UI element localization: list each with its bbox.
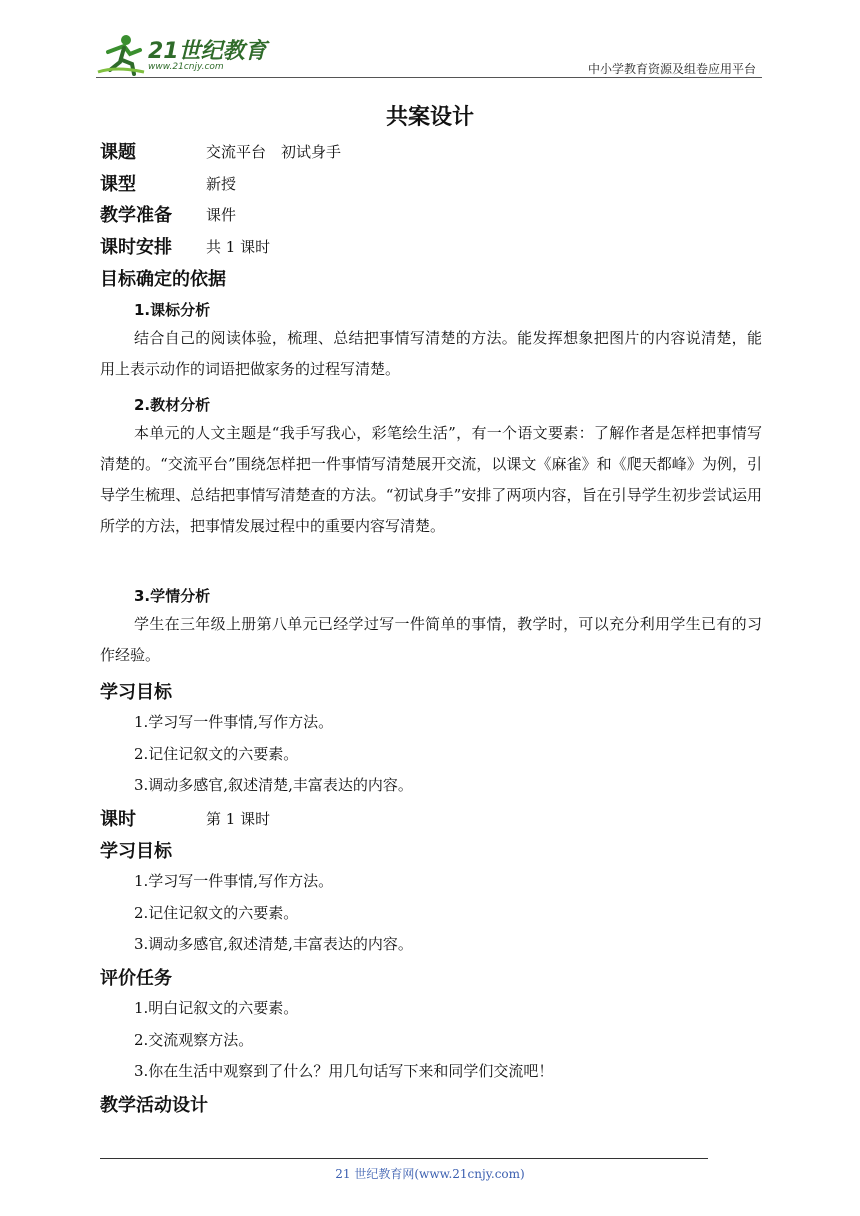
goal-item: 2.记住记叙文的六要素。	[134, 904, 299, 922]
schedule-label: 课时安排	[100, 237, 172, 258]
evaluation-item: 1.明白记叙文的六要素。	[134, 999, 299, 1017]
topic-label: 课题	[100, 142, 136, 163]
curriculum-analysis-title: 1.课标分析	[134, 301, 211, 319]
curriculum-analysis-text: 结合自己的阅读体验，梳理、总结把事情写清楚的方法。能发挥想象把图片的内容说清楚，能用上表示动作的词语把做家务的过程写清楚。	[100, 329, 762, 378]
student-analysis-title: 3.学情分析	[134, 587, 211, 605]
basis-heading: 目标确定的依据	[100, 269, 226, 290]
logo-text: 21世纪教育	[148, 39, 267, 64]
student-analysis-text: 学生在三年级上册第八单元已经学过写一件简单的事情，教学时，可以充分利用学生已有的习作经验。	[100, 615, 762, 664]
page-header	[96, 30, 762, 78]
footer-divider	[100, 1158, 708, 1159]
evaluation-heading: 评价任务	[100, 968, 172, 989]
goal-item: 3.调动多感官,叙述清楚,丰富表达的内容。	[134, 776, 413, 794]
topic-value: 交流平台 初试身手	[206, 143, 342, 161]
prep-label: 教学准备	[100, 205, 172, 226]
type-value: 新授	[206, 175, 237, 193]
goal-item: 2.记住记叙文的六要素。	[134, 745, 299, 763]
textbook-analysis-text: 本单元的人文主题是“我手写我心，彩笔绘生活”，有一个语文要素：了解作者是怎样把事情写清楚的。“交流平台”围绕怎样把一件事情写清楚展开交流，以课文《麻雀》和《爬天都峰》为例，引导学生梳理、总结把事情写清楚查的方法。“初试身手”安排了两项内容，旨在引导学生初步尝试运用所学的方法，把事情发展过程中的重要内容写清楚。	[100, 424, 762, 535]
goals-heading-2: 学习目标	[100, 841, 172, 862]
header-divider	[96, 77, 762, 78]
goals-heading: 学习目标	[100, 682, 172, 703]
type-label: 课型	[100, 174, 136, 195]
schedule-value: 共 1 课时	[206, 238, 271, 256]
lesson-value: 第 1 课时	[206, 810, 271, 828]
textbook-analysis-title: 2.教材分析	[134, 396, 211, 414]
page-title: 共案设计	[385, 105, 474, 130]
footer-link[interactable]: 21 世纪教育网(www.21cnjy.com)	[335, 1167, 525, 1181]
lesson-label: 课时	[100, 809, 136, 830]
goal-item: 1.学习写一件事情,写作方法。	[134, 872, 334, 890]
goal-item: 1.学习写一件事情,写作方法。	[134, 713, 334, 731]
prep-value: 课件	[206, 206, 237, 224]
logo-url: www.21cnjy.com	[148, 62, 224, 72]
evaluation-item: 2.交流观察方法。	[134, 1031, 254, 1049]
goal-item: 3.调动多感官,叙述清楚,丰富表达的内容。	[134, 935, 413, 953]
evaluation-item: 3.你在生活中观察到了什么？用几句话写下来和同学们交流吧！	[134, 1062, 554, 1080]
header-slogan: 中小学教育资源及组卷应用平台	[587, 62, 756, 76]
activity-heading: 教学活动设计	[100, 1095, 208, 1116]
